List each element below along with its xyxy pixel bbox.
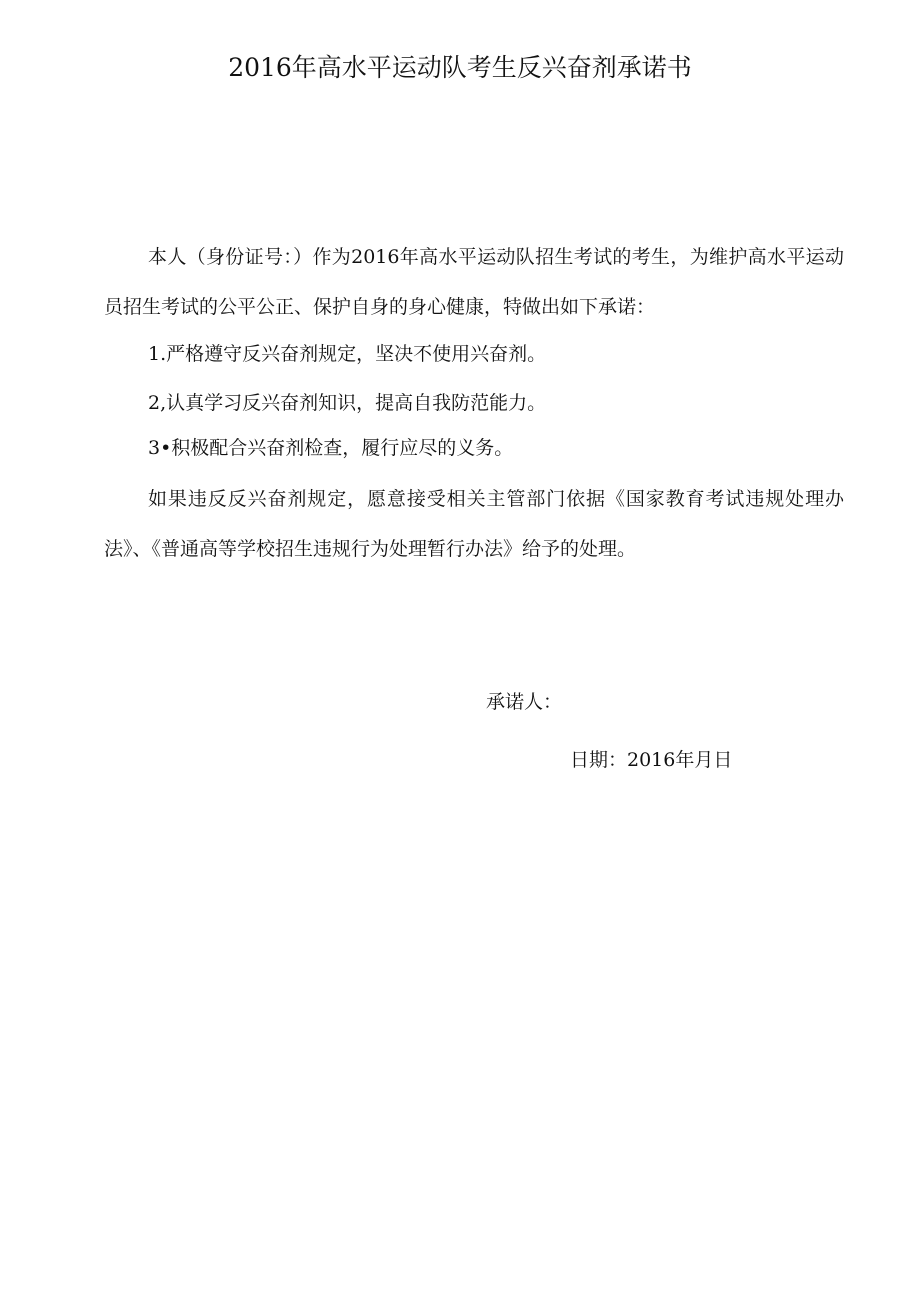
consequence-paragraph: 如果违反反兴奋剂规定，愿意接受相关主管部门依据《国家教育考试违规处理办法》、《普通高等学校招生违规行为处理暂行办法》给予的处理。 bbox=[104, 488, 844, 560]
commitment-item-2: 2,认真学习反兴奋剂知识，提高自我防范能力。 bbox=[148, 392, 547, 414]
commitment-item-3: 3•积极配合兴奋剂检查，履行应尽的义务。 bbox=[148, 437, 514, 459]
intro-paragraph: 本人（身份证号：）作为2016年高水平运动队招生考试的考生，为维护高水平运动员招生考试的公平公正、保护自身的身心健康，特做出如下承诺： bbox=[104, 246, 844, 318]
document-title: 2016年高水平运动队考生反兴奋剂承诺书 bbox=[228, 53, 692, 82]
commitment-item-1: 1.严格遵守反兴奋剂规定，坚决不使用兴奋剂。 bbox=[148, 343, 547, 365]
date-label: 日期：2016年月日 bbox=[570, 749, 733, 771]
signature-label: 承诺人： bbox=[486, 691, 563, 713]
